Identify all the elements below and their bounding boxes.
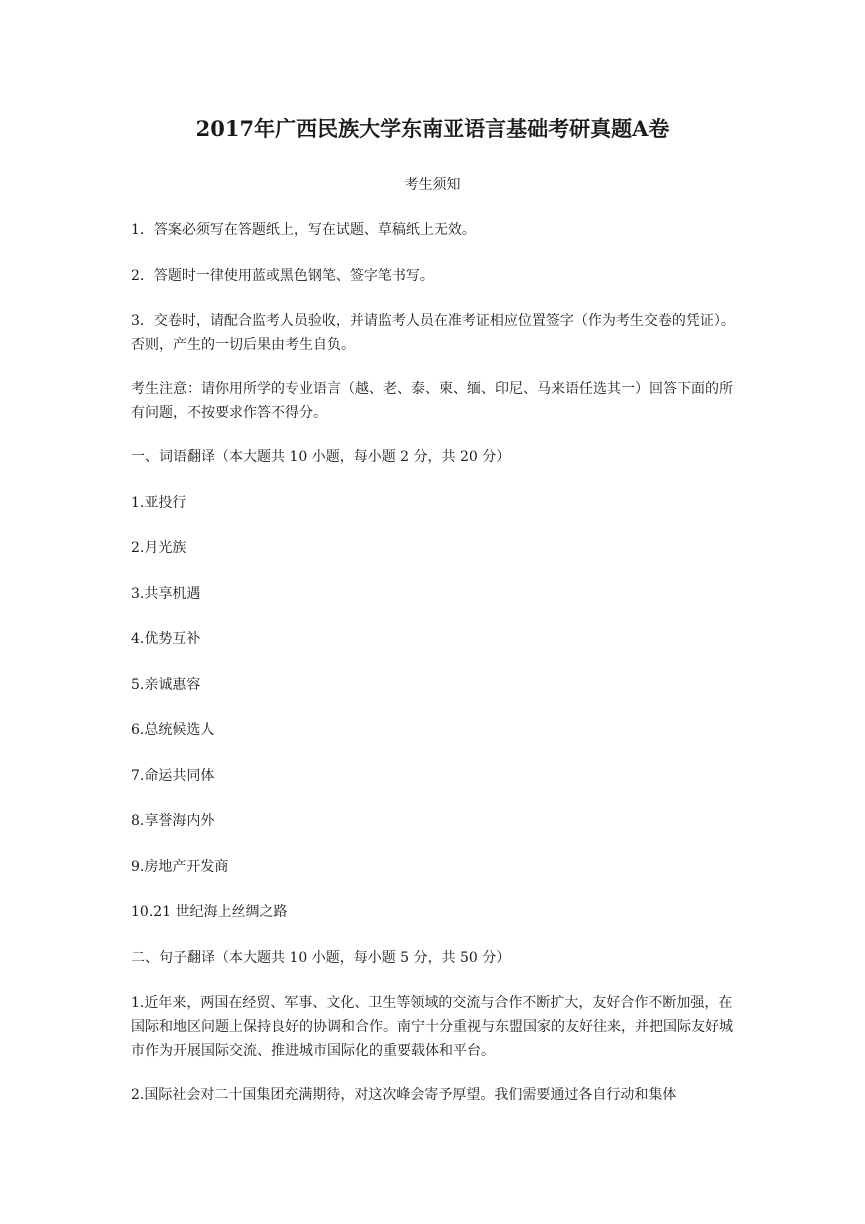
vocab-item-5: 5.亲诚惠容 xyxy=(131,677,201,693)
vocab-item-3: 3.共享机遇 xyxy=(131,586,201,602)
candidate-note: 考生注意：请你用所学的专业语言（越、老、泰、柬、缅、印尼、马来语任选其一）回答下面的所有问题，不按要求作答不得分。 xyxy=(131,381,733,421)
document-title: 2017年广西民族大学东南亚语言基础考研真题A卷 xyxy=(195,116,670,141)
notice-heading: 考生须知 xyxy=(404,177,461,193)
section2-heading: 二、句子翻译（本大题共 10 小题，每小题 5 分，共 50 分） xyxy=(131,950,511,966)
notice-item-3: 3．交卷时，请配合监考人员验收，并请监考人员在准考证相应位置签字（作为考生交卷的凭证）。否则，产生的一切后果由考生自负。 xyxy=(131,313,735,353)
vocab-item-1: 1.亚投行 xyxy=(131,495,187,511)
section1-heading: 一、词语翻译（本大题共 10 小题，每小题 2 分，共 20 分） xyxy=(131,449,511,465)
vocab-item-6: 6.总统候选人 xyxy=(131,722,215,738)
sentence-item-1: 1.近年来，两国在经贸、军事、文化、卫生等领域的交流与合作不断扩大，友好合作不断加强，在国际和地区问题上保持良好的协调和合作。南宁十分重视与东盟国家的友好往来，并把国际友好城市作为开展国际交流、推进城市国际化的重要载体和平台。 xyxy=(131,995,733,1059)
sentence-item-2: 2.国际社会对二十国集团充满期待，对这次峰会寄予厚望。我们需要通过各自行动和集体 xyxy=(131,1087,677,1103)
notice-item-2: 2．答题时一律使用蓝或黑色钢笔、签字笔书写。 xyxy=(131,268,434,284)
vocab-item-7: 7.命运共同体 xyxy=(131,768,215,784)
vocab-item-4: 4.优势互补 xyxy=(131,631,201,647)
vocab-item-9: 9.房地产开发商 xyxy=(131,859,229,875)
notice-item-1: 1．答案必须写在答题纸上，写在试题、草稿纸上无效。 xyxy=(131,222,476,238)
vocab-item-8: 8.享誉海内外 xyxy=(131,813,215,829)
vocab-item-2: 2.月光族 xyxy=(131,540,187,556)
vocab-item-10: 10.21 世纪海上丝绸之路 xyxy=(131,904,288,920)
